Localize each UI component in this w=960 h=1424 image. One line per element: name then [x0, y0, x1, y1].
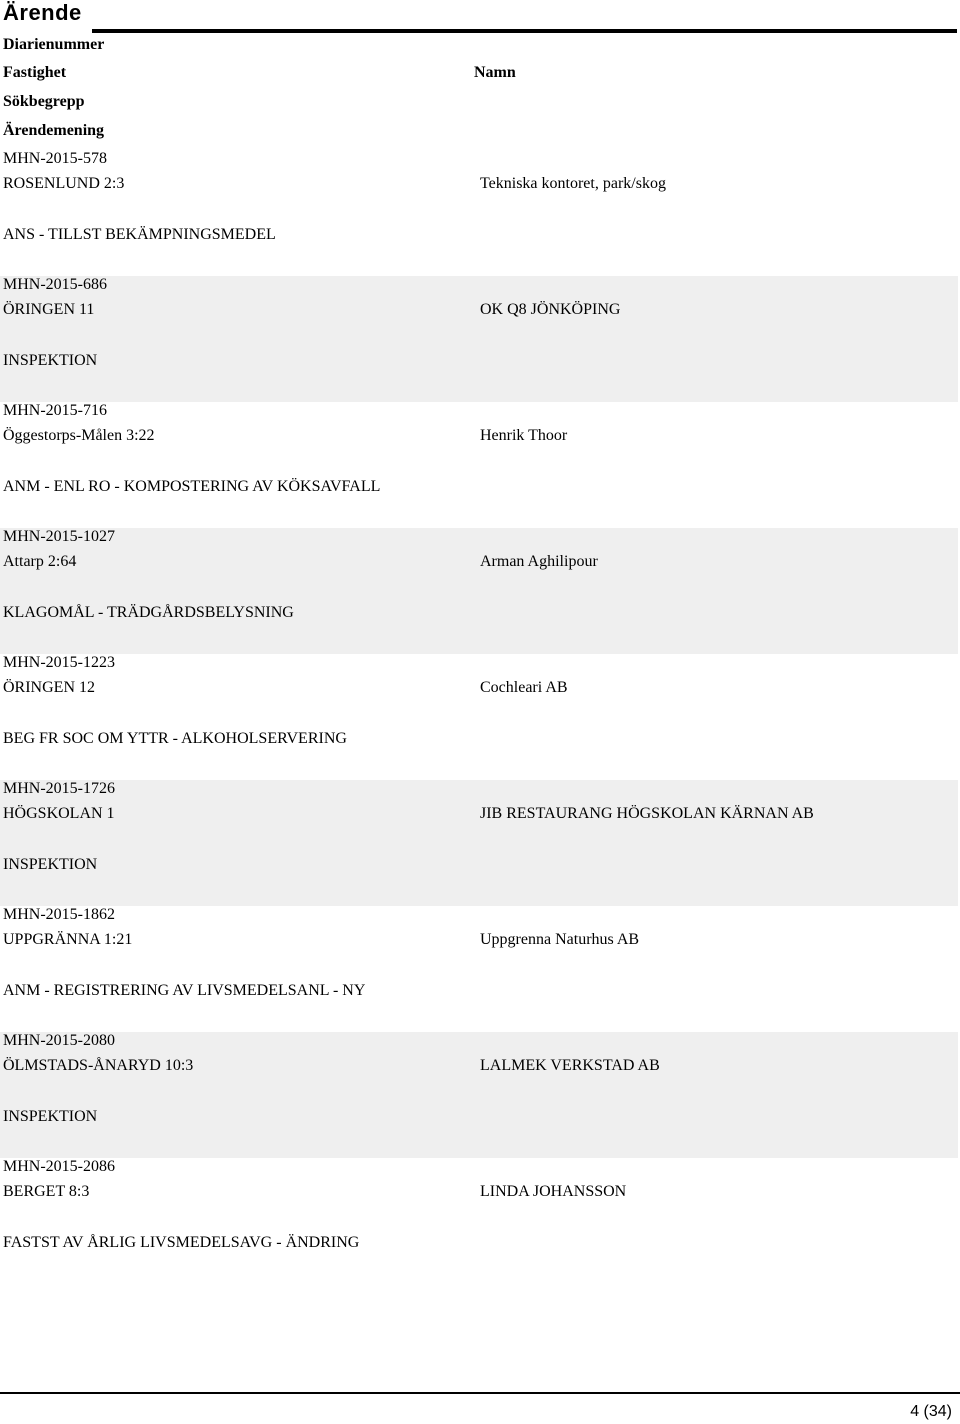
record: [0, 402, 958, 528]
record-arendemening: INSPEKTION: [3, 352, 98, 369]
record-namn: Cochleari AB: [480, 679, 568, 696]
record-namn: Henrik Thoor: [480, 427, 568, 444]
record-arendemening: INSPEKTION: [3, 1108, 98, 1125]
record-diarienummer: MHN-2015-686: [3, 276, 107, 293]
record-namn: Tekniska kontoret, park/skog: [480, 175, 666, 192]
record-fastighet: ÖRINGEN 12: [3, 679, 95, 696]
record-arendemening: ANM - ENL RO - KOMPOSTERING AV KÖKSAVFALL: [3, 478, 381, 495]
record-namn: Uppgrenna Naturhus AB: [480, 931, 640, 948]
record-namn: LINDA JOHANSSON: [480, 1183, 627, 1200]
record-arendemening: BEG FR SOC OM YTTR - ALKOHOLSERVERING: [3, 730, 347, 747]
header-diarienummer: Diarienummer: [3, 36, 105, 53]
title-rule: [92, 29, 957, 33]
record: [0, 780, 958, 906]
header-sokbegrepp: Sökbegrepp: [3, 93, 85, 110]
record-fastighet: ROSENLUND 2:3: [3, 175, 125, 192]
record-fastighet: Attarp 2:64: [3, 553, 77, 570]
record-list: [0, 150, 958, 1284]
record-diarienummer: MHN-2015-1027: [3, 528, 115, 545]
record-namn: OK Q8 JÖNKÖPING: [480, 301, 621, 318]
record-diarienummer: MHN-2015-1223: [3, 654, 115, 671]
record: [0, 906, 958, 1032]
record-arendemening: KLAGOMÅL - TRÄDGÅRDSBELYSNING: [3, 604, 294, 621]
record-fastighet: BERGET 8:3: [3, 1183, 90, 1200]
record-fastighet: UPPGRÄNNA 1:21: [3, 931, 133, 948]
record-fastighet: ÖRINGEN 11: [3, 301, 95, 318]
record: [0, 150, 958, 276]
record-diarienummer: MHN-2015-1726: [3, 780, 115, 797]
header-arendemening: Ärendemening: [3, 122, 105, 139]
record-diarienummer: MHN-2015-1862: [3, 906, 115, 923]
record-arendemening: INSPEKTION: [3, 856, 98, 873]
record: [0, 528, 958, 654]
record-arendemening: ANS - TILLST BEKÄMPNINGSMEDEL: [3, 226, 276, 243]
record-arendemening: ANM - REGISTRERING AV LIVSMEDELSANL - NY: [3, 982, 366, 999]
record-fastighet: Öggestorps-Målen 3:22: [3, 427, 155, 444]
record-diarienummer: MHN-2015-578: [3, 150, 107, 167]
record-fastighet: HÖGSKOLAN 1: [3, 805, 115, 822]
record: [0, 276, 958, 402]
header-namn: Namn: [474, 64, 516, 81]
record-fastighet: ÖLMSTADS-ÅNARYD 10:3: [3, 1057, 194, 1074]
record-diarienummer: MHN-2015-2080: [3, 1032, 115, 1049]
header-fastighet: Fastighet: [3, 64, 67, 81]
footer-rule: [0, 1392, 960, 1394]
record: [0, 1032, 958, 1158]
record-namn: Arman Aghilipour: [480, 553, 598, 570]
record-namn: LALMEK VERKSTAD AB: [480, 1057, 660, 1074]
record-diarienummer: MHN-2015-716: [3, 402, 107, 419]
record-arendemening: FASTST AV ÅRLIG LIVSMEDELSAVG - ÄNDRING: [3, 1234, 360, 1251]
record: [0, 654, 958, 780]
record: [0, 1158, 958, 1284]
page-title: Ärende: [3, 0, 82, 25]
page-number: 4 (34): [910, 1403, 952, 1420]
record-namn: JIB RESTAURANG HÖGSKOLAN KÄRNAN AB: [480, 805, 814, 822]
record-diarienummer: MHN-2015-2086: [3, 1158, 115, 1175]
